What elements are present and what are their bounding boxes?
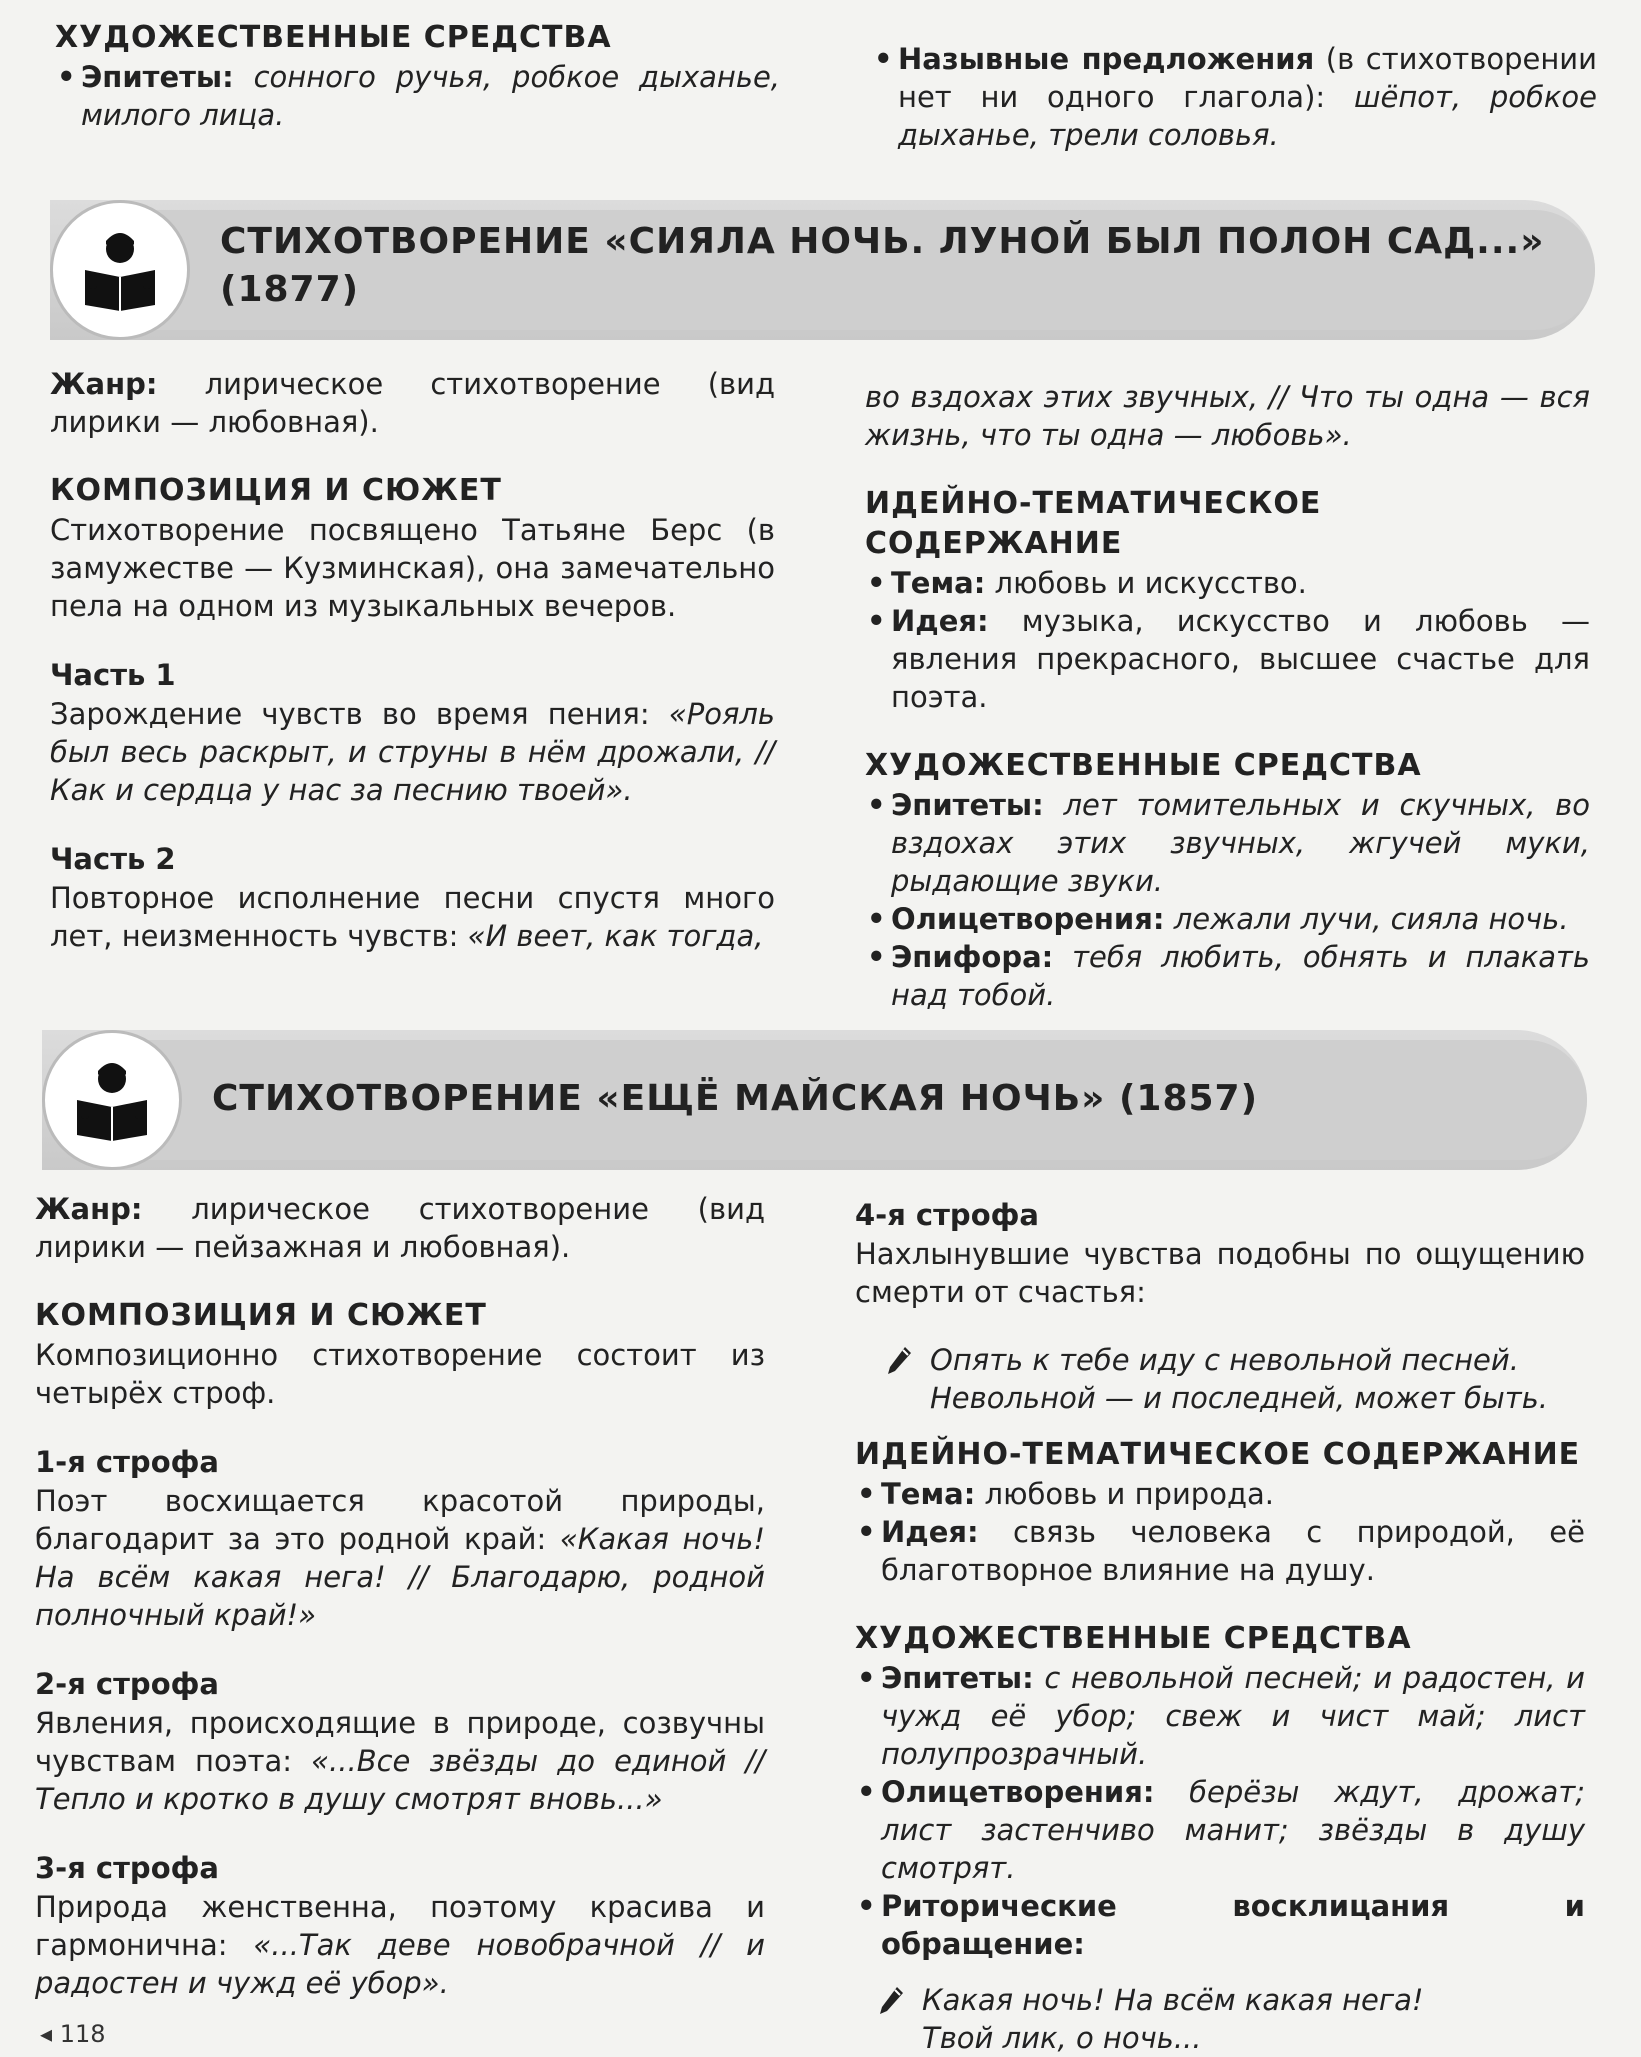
composition-heading: КОМПОЗИЦИЯ И СЮЖЕТ (50, 473, 502, 508)
top-right-column (872, 40, 1597, 154)
genre: Жанр: лирическое стихотворение (вид лирики — пейзажная и любовная). (35, 1192, 765, 1264)
list-item: • Эпифора: тебя любить, обнять и плакать над тобой. (865, 938, 1590, 1014)
reader-book-icon (50, 200, 190, 340)
idea-list (855, 1475, 1585, 1589)
composition-text: Стихотворение посвящено Татьяне Берс (в замужестве — Кузминская), она замечательно пела на одном из музыкальных вечеров. (50, 513, 775, 623)
section2-title: СТИХОТВОРЕНИЕ «ЕЩЁ МАЙСКАЯ НОЧЬ» (1857) (212, 1078, 1259, 1119)
strophe4-heading: 4-я строфа (855, 1198, 1039, 1232)
reader-book-icon (42, 1030, 182, 1170)
top-left-column (55, 18, 780, 134)
list-item: • Олицетворения: берёзы ждут, дрожат; лист застенчиво манит; звёзды в душу смотрят. (855, 1773, 1585, 1887)
list-item: • Риторические восклицания и обращение: (855, 1887, 1585, 1963)
list-item: • Идея: связь человека с природой, её благотворное влияние на душу. (855, 1513, 1585, 1589)
strophe1-text: Поэт восхищается красотой природы, благодарит за это родной край: «Какая ночь! На всём какая нега! // Благодарю, родной полночный край!» (35, 1484, 766, 1632)
composition-heading: КОМПОЗИЦИЯ И СЮЖЕТ (35, 1298, 487, 1333)
list-item: • Идея: музыка, искусство и любовь — явления прекрасного, высшее счастье для поэта. (865, 602, 1590, 716)
strophe2-text: Явления, происходящие в природе, созвучны чувствам поэта: «...Все звёзды до единой // Тепло и кротко в душу смотрят вновь...» (35, 1706, 765, 1816)
list-item: • Эпитеты: лет томительных и скучных, во вздохах этих звучных, жгучей муки, рыдающие звуки. (865, 786, 1590, 900)
strophe3-text: Природа женственна, поэтому красива и гармонична: «...Так деве новобрачной // и радостен и чужд её убор». (35, 1890, 765, 2000)
list-item: • Тема: любовь и искусство. (865, 564, 1590, 602)
idea-heading: ИДЕЙНО-ТЕМАТИЧЕСКОЕ СОДЕРЖАНИЕ (865, 486, 1322, 561)
idea-list (865, 564, 1590, 716)
strophe3-heading: 3-я строфа (35, 1851, 219, 1885)
part2-heading: Часть 2 (50, 842, 176, 876)
page-number: ◂ 118 (40, 2020, 106, 2048)
top-right-list (872, 40, 1597, 154)
pen-icon (877, 1985, 905, 2026)
section1-right-column (865, 378, 1590, 1014)
part2-text: Повторное исполнение песни спустя много лет, неизменность чувств: «И веет, как тогда, (50, 881, 775, 953)
list-item: • Эпитеты: сонного ручья, робкое дыханье, милого лица. (55, 58, 780, 134)
means-heading: ХУДОЖЕСТВЕННЫЕ СРЕДСТВА (865, 748, 1422, 783)
means-list (865, 786, 1590, 1014)
section2-right-column (855, 1195, 1585, 2057)
section1-banner (50, 200, 1595, 340)
top-means-list (55, 58, 780, 134)
section2-banner (42, 1030, 1587, 1170)
list-item: • Олицетворения: лежали лучи, сияла ночь. (865, 900, 1590, 938)
part1-text: Зарождение чувств во время пения: «Рояль был весь раскрыт, и струны в нём дрожали, // Как и сердца у нас за песнию твоей». (50, 697, 776, 807)
section2-left-column (35, 1190, 765, 2002)
genre: Жанр: лирическое стихотворение (вид лирики — любовная). (50, 367, 775, 439)
strophe2-heading: 2-я строфа (35, 1667, 219, 1701)
idea-heading: ИДЕЙНО-ТЕМАТИЧЕСКОЕ СОДЕРЖАНИЕ (855, 1437, 1581, 1472)
means-heading: ХУДОЖЕСТВЕННЫЕ СРЕДСТВА (855, 1621, 1412, 1656)
section1-left-column (50, 365, 775, 955)
list-item: • Назывные предложения (в стихотворении нет ни одного глагола): шёпот, робкое дыханье, трели соловья. (872, 40, 1597, 154)
list-item: • Тема: любовь и природа. (855, 1475, 1585, 1513)
section1-title: СТИХОТВОРЕНИЕ «СИЯЛА НОЧЬ. ЛУНОЙ БЫЛ ПОЛОН САД...» (1877) (220, 221, 1545, 310)
rhetorical-quote: Какая ночь! На всём какая нега! Твой лик, о ночь... (877, 1981, 1585, 2057)
means-list (855, 1659, 1585, 1963)
pen-icon (885, 1345, 913, 1386)
strophe1-heading: 1-я строфа (35, 1445, 219, 1479)
strophe4-quote: Опять к тебе иду с невольной песней. Невольной — и последней, может быть. (885, 1341, 1585, 1417)
strophe4-text: Нахлынувшие чувства подобны по ощущению смерти от счастья: (855, 1237, 1585, 1309)
list-item: • Эпитеты: с невольной песней; и радостен, и чужд её убор; свеж и чист май; лист полупрозрачный. (855, 1659, 1585, 1773)
part1-heading: Часть 1 (50, 658, 176, 692)
top-means-heading: ХУДОЖЕСТВЕННЫЕ СРЕДСТВА (55, 20, 612, 55)
composition-text: Композиционно стихотворение состоит из четырёх строф. (35, 1338, 765, 1410)
part2-continuation: во вздохах этих звучных, // Что ты одна — вся жизнь, что ты одна — любовь». (865, 380, 1590, 452)
